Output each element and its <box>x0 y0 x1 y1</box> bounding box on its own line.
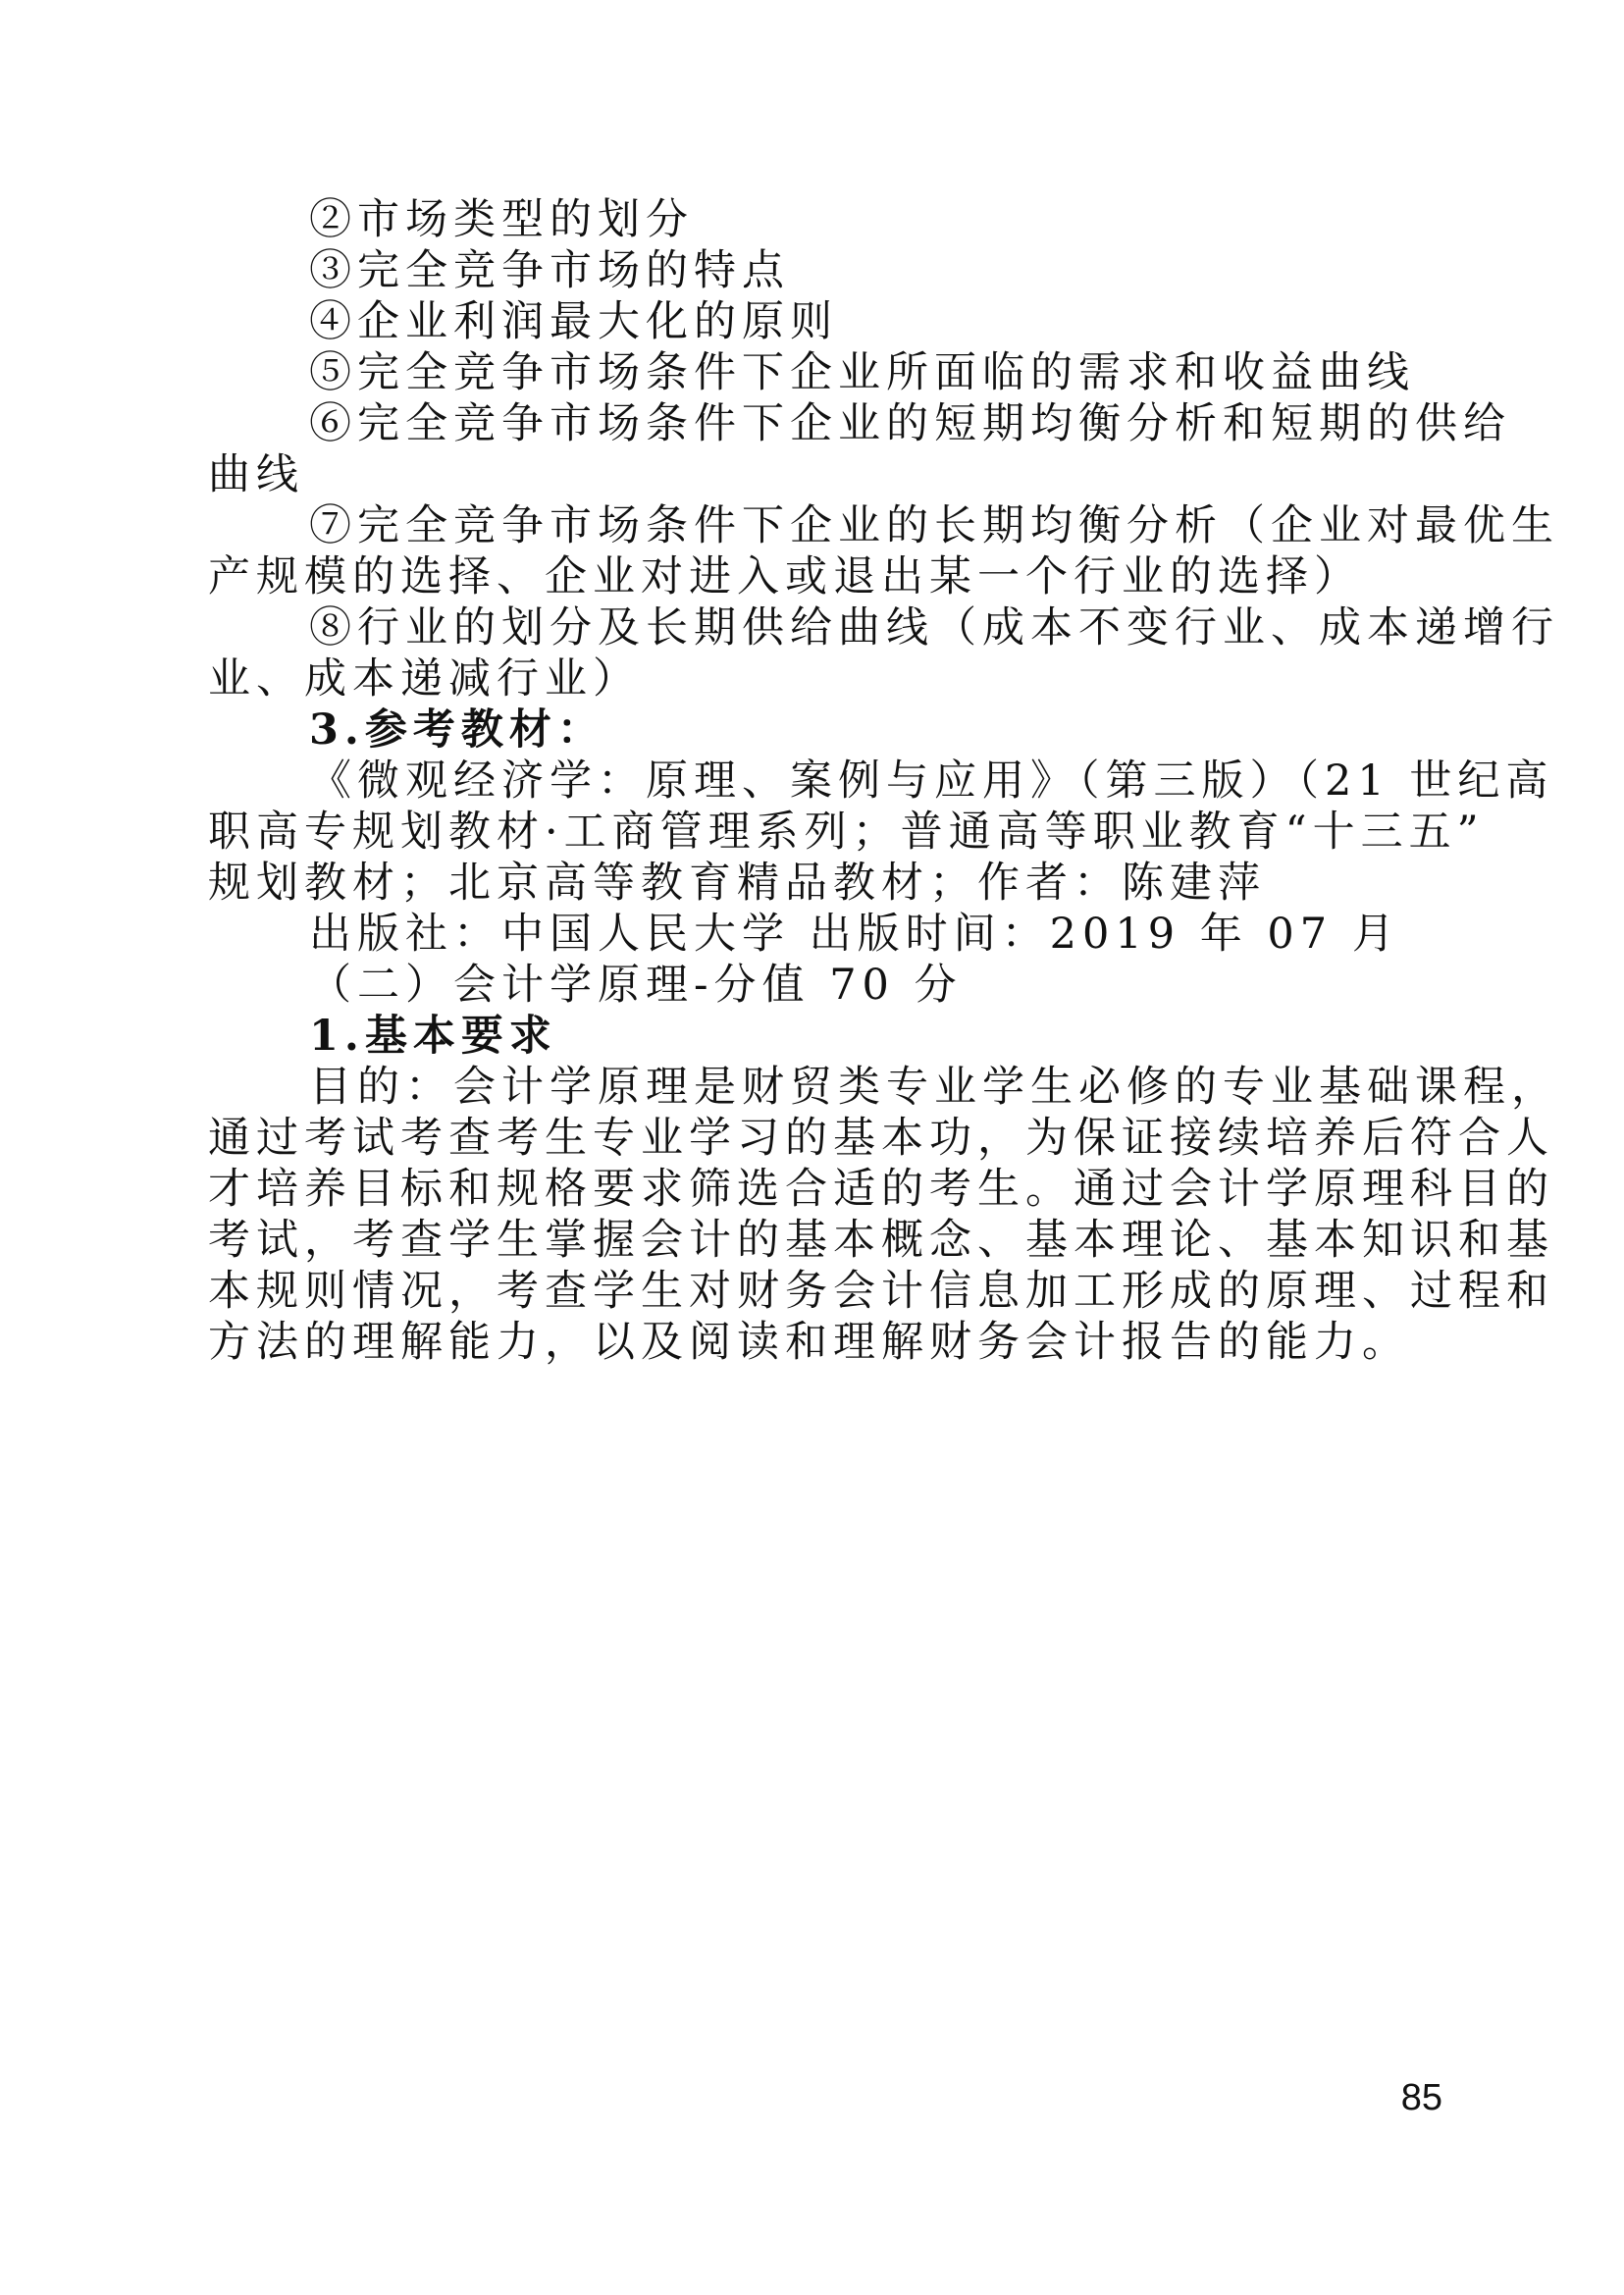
list-item-short-run-equilibrium-continued: 曲线 <box>208 450 304 499</box>
paragraph-line: 才培养目标和规格要求筛选合适的考生。通过会计学原理科目的 <box>208 1165 1554 1214</box>
list-item-demand-revenue-curve: ⑤完全竞争市场条件下企业所面临的需求和收益曲线 <box>309 348 1415 397</box>
textbook-title-line: 《微观经济学：原理、案例与应用》（第三版）（21 世纪高 <box>309 756 1554 806</box>
paragraph-line: 通过考试考查考生专业学习的基本功，为保证接续培养后符合人 <box>208 1114 1554 1163</box>
publisher-line: 出版社：中国人民大学 出版时间：2019 年 07 月 <box>309 910 1400 959</box>
list-item-market-types: ②市场类型的划分 <box>309 195 694 244</box>
textbook-series-line: 职高专规划教材·工商管理系列；普通高等职业教育“十三五” <box>208 808 1485 857</box>
subject-heading-accounting-principles: （二）会计学原理-分值 70 分 <box>309 961 963 1010</box>
paragraph-line: 方法的理解能力，以及阅读和理解财务会计报告的能力。 <box>208 1318 1410 1367</box>
section-heading-reference-textbook: 3.参考教材： <box>309 705 605 755</box>
list-item-long-run-equilibrium-continued: 产规模的选择、企业对进入或退出某一个行业的选择） <box>208 552 1362 601</box>
list-item-profit-maximization: ④企业利润最大化的原则 <box>309 297 838 346</box>
page-number: 85 <box>1400 2077 1442 2118</box>
paragraph-line: 目的：会计学原理是财贸类专业学生必修的专业基础课程， <box>309 1063 1559 1112</box>
list-item-industry-supply-curve: ⑧行业的划分及长期供给曲线（成本不变行业、成本递增行 <box>309 603 1559 652</box>
list-item-short-run-equilibrium: ⑥完全竞争市场条件下企业的短期均衡分析和短期的供给 <box>309 399 1511 448</box>
paragraph-line: 考试，考查学生掌握会计的基本概念、基本理论、基本知识和基 <box>208 1216 1554 1265</box>
list-item-industry-supply-curve-continued: 业、成本递减行业） <box>208 654 641 704</box>
list-item-perfect-competition-features: ③完全竞争市场的特点 <box>309 246 790 295</box>
list-item-long-run-equilibrium: ⑦完全竞争市场条件下企业的长期均衡分析（企业对最优生 <box>309 501 1559 550</box>
section-heading-basic-requirements: 1.基本要求 <box>309 1012 557 1061</box>
textbook-author-line: 规划教材；北京高等教育精品教材；作者：陈建萍 <box>208 859 1266 908</box>
paragraph-line: 本规则情况，考查学生对财务会计信息加工形成的原理、过程和 <box>208 1267 1554 1316</box>
